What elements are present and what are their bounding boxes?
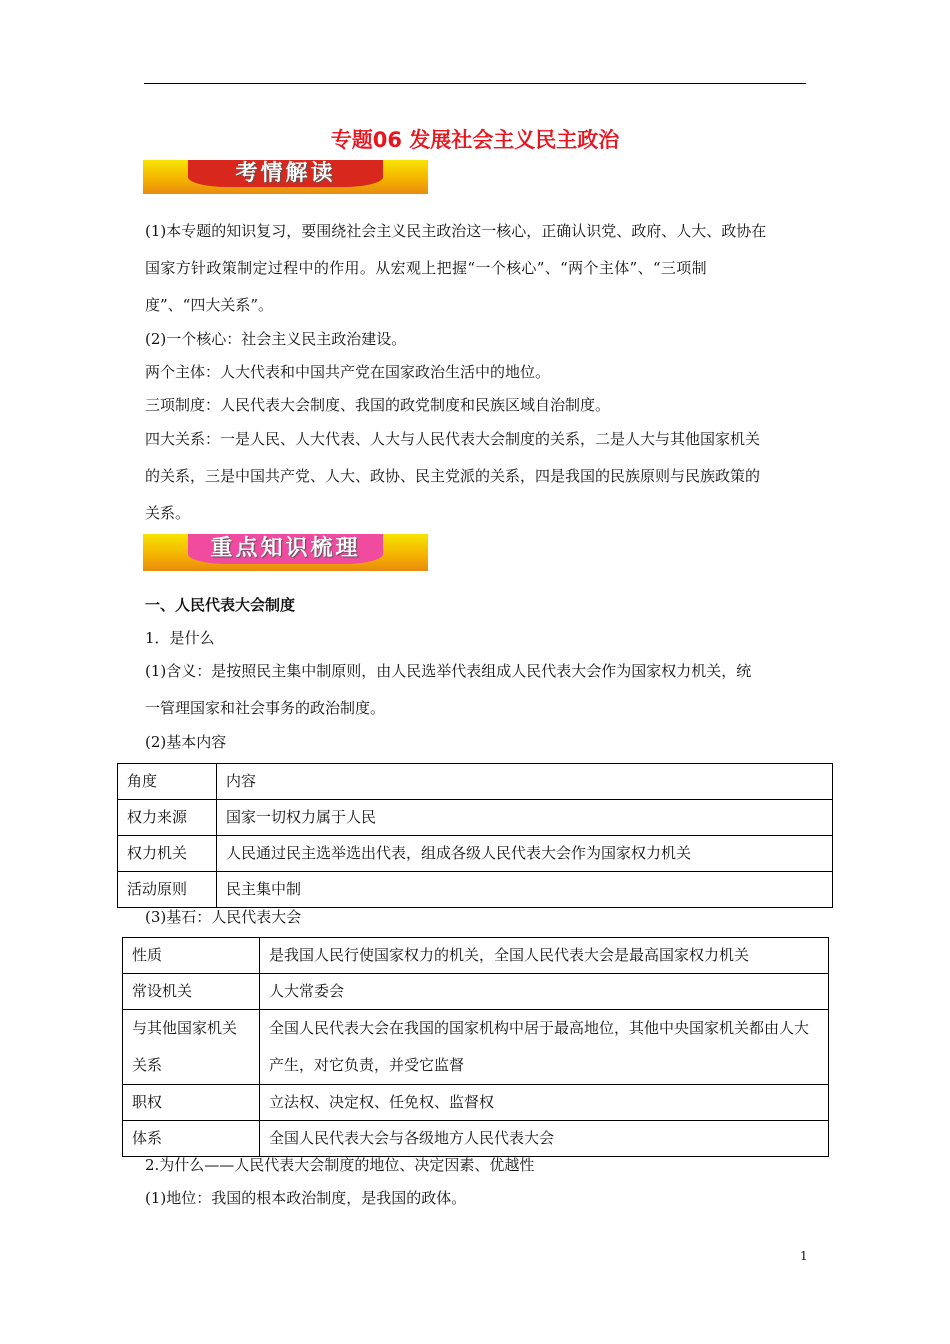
- header-rule: [144, 83, 806, 84]
- foundation-table: [122, 937, 829, 1157]
- table-cell: 体系: [123, 1121, 260, 1157]
- table-cell: 权力来源: [118, 800, 217, 836]
- intro-line: 的关系，三是中国共产党、人大、政协、民主党派的关系，四是我国的民族原则与民族政策的: [145, 467, 761, 485]
- table-cell: 全国人民代表大会与各级地方人民代表大会: [260, 1121, 829, 1157]
- table-row: [123, 1085, 829, 1121]
- section-heading: 一、人民代表大会制度: [145, 596, 296, 614]
- table-row: [123, 974, 829, 1010]
- intro-line: 四大关系：一是人民、人大代表、人大与人民代表大会制度的关系，二是人大与其他国家机关: [145, 430, 761, 448]
- page-number: 1: [800, 1249, 808, 1263]
- table-row: [123, 1121, 829, 1157]
- table-cell: 全国人民代表大会在我国的国家机构中居于最高地位，其他中央国家机关都由人大产生，对它负责，并受它监督: [260, 1010, 829, 1085]
- table-row: [118, 836, 833, 872]
- table-row: [123, 1010, 829, 1085]
- table-cell: 国家一切权力属于人民: [217, 800, 833, 836]
- document-title: 专题06 发展社会主义民主政治: [330, 128, 620, 152]
- table-row: [123, 938, 829, 974]
- intro-line: 关系。: [145, 504, 191, 522]
- table-cell: 人民通过民主选举选出代表，组成各级人民代表大会作为国家权力机关: [217, 836, 833, 872]
- table-cell: 人大常委会: [260, 974, 829, 1010]
- banner-key-knowledge: 重点知识梳理: [143, 534, 428, 571]
- table-cell: 内容: [217, 764, 833, 800]
- table-row: [118, 764, 833, 800]
- banner-exam-analysis: 考情解读: [143, 160, 428, 194]
- body-line: (1)地位：我国的根本政治制度，是我国的政体。: [145, 1189, 467, 1207]
- intro-line: 国家方针政策制定过程中的作用。从宏观上把握“一个核心”、“两个主体”、“三项制: [145, 259, 707, 277]
- table-cell: 常设机关: [123, 974, 260, 1010]
- subheading: 2.为什么——人民代表大会制度的地位、决定因素、优越性: [145, 1156, 535, 1174]
- table-cell: 活动原则: [118, 872, 217, 908]
- table-cell: 性质: [123, 938, 260, 974]
- table-row: [118, 800, 833, 836]
- table-row: [118, 872, 833, 908]
- body-line: (2)基本内容: [145, 733, 227, 751]
- table-cell: 权力机关: [118, 836, 217, 872]
- intro-line: (1)本专题的知识复习，要围绕社会主义民主政治这一核心，正确认识党、政府、人大、政协在: [145, 222, 767, 240]
- table-cell: 与其他国家机关关系: [123, 1010, 260, 1085]
- subheading: 1．是什么: [145, 629, 215, 647]
- table-cell: 民主集中制: [217, 872, 833, 908]
- body-line: (3)基石：人民代表大会: [145, 908, 302, 926]
- body-line: (1)含义：是按照民主集中制原则，由人民选举代表组成人民代表大会作为国家权力机关，统: [145, 662, 752, 680]
- intro-line: 度”、“四大关系”。: [145, 296, 274, 314]
- intro-line: (2)一个核心：社会主义民主政治建设。: [145, 330, 407, 348]
- intro-line: 两个主体：人大代表和中国共产党在国家政治生活中的地位。: [145, 363, 551, 381]
- intro-line: 三项制度：人民代表大会制度、我国的政党制度和民族区域自治制度。: [145, 396, 611, 414]
- table-cell: 角度: [118, 764, 217, 800]
- table-cell: 是我国人民行使国家权力的机关，全国人民代表大会是最高国家权力机关: [260, 938, 829, 974]
- basic-content-table: [117, 763, 833, 908]
- table-cell: 立法权、决定权、任免权、监督权: [260, 1085, 829, 1121]
- body-line: 一管理国家和社会事务的政治制度。: [145, 699, 386, 717]
- table-cell: 职权: [123, 1085, 260, 1121]
